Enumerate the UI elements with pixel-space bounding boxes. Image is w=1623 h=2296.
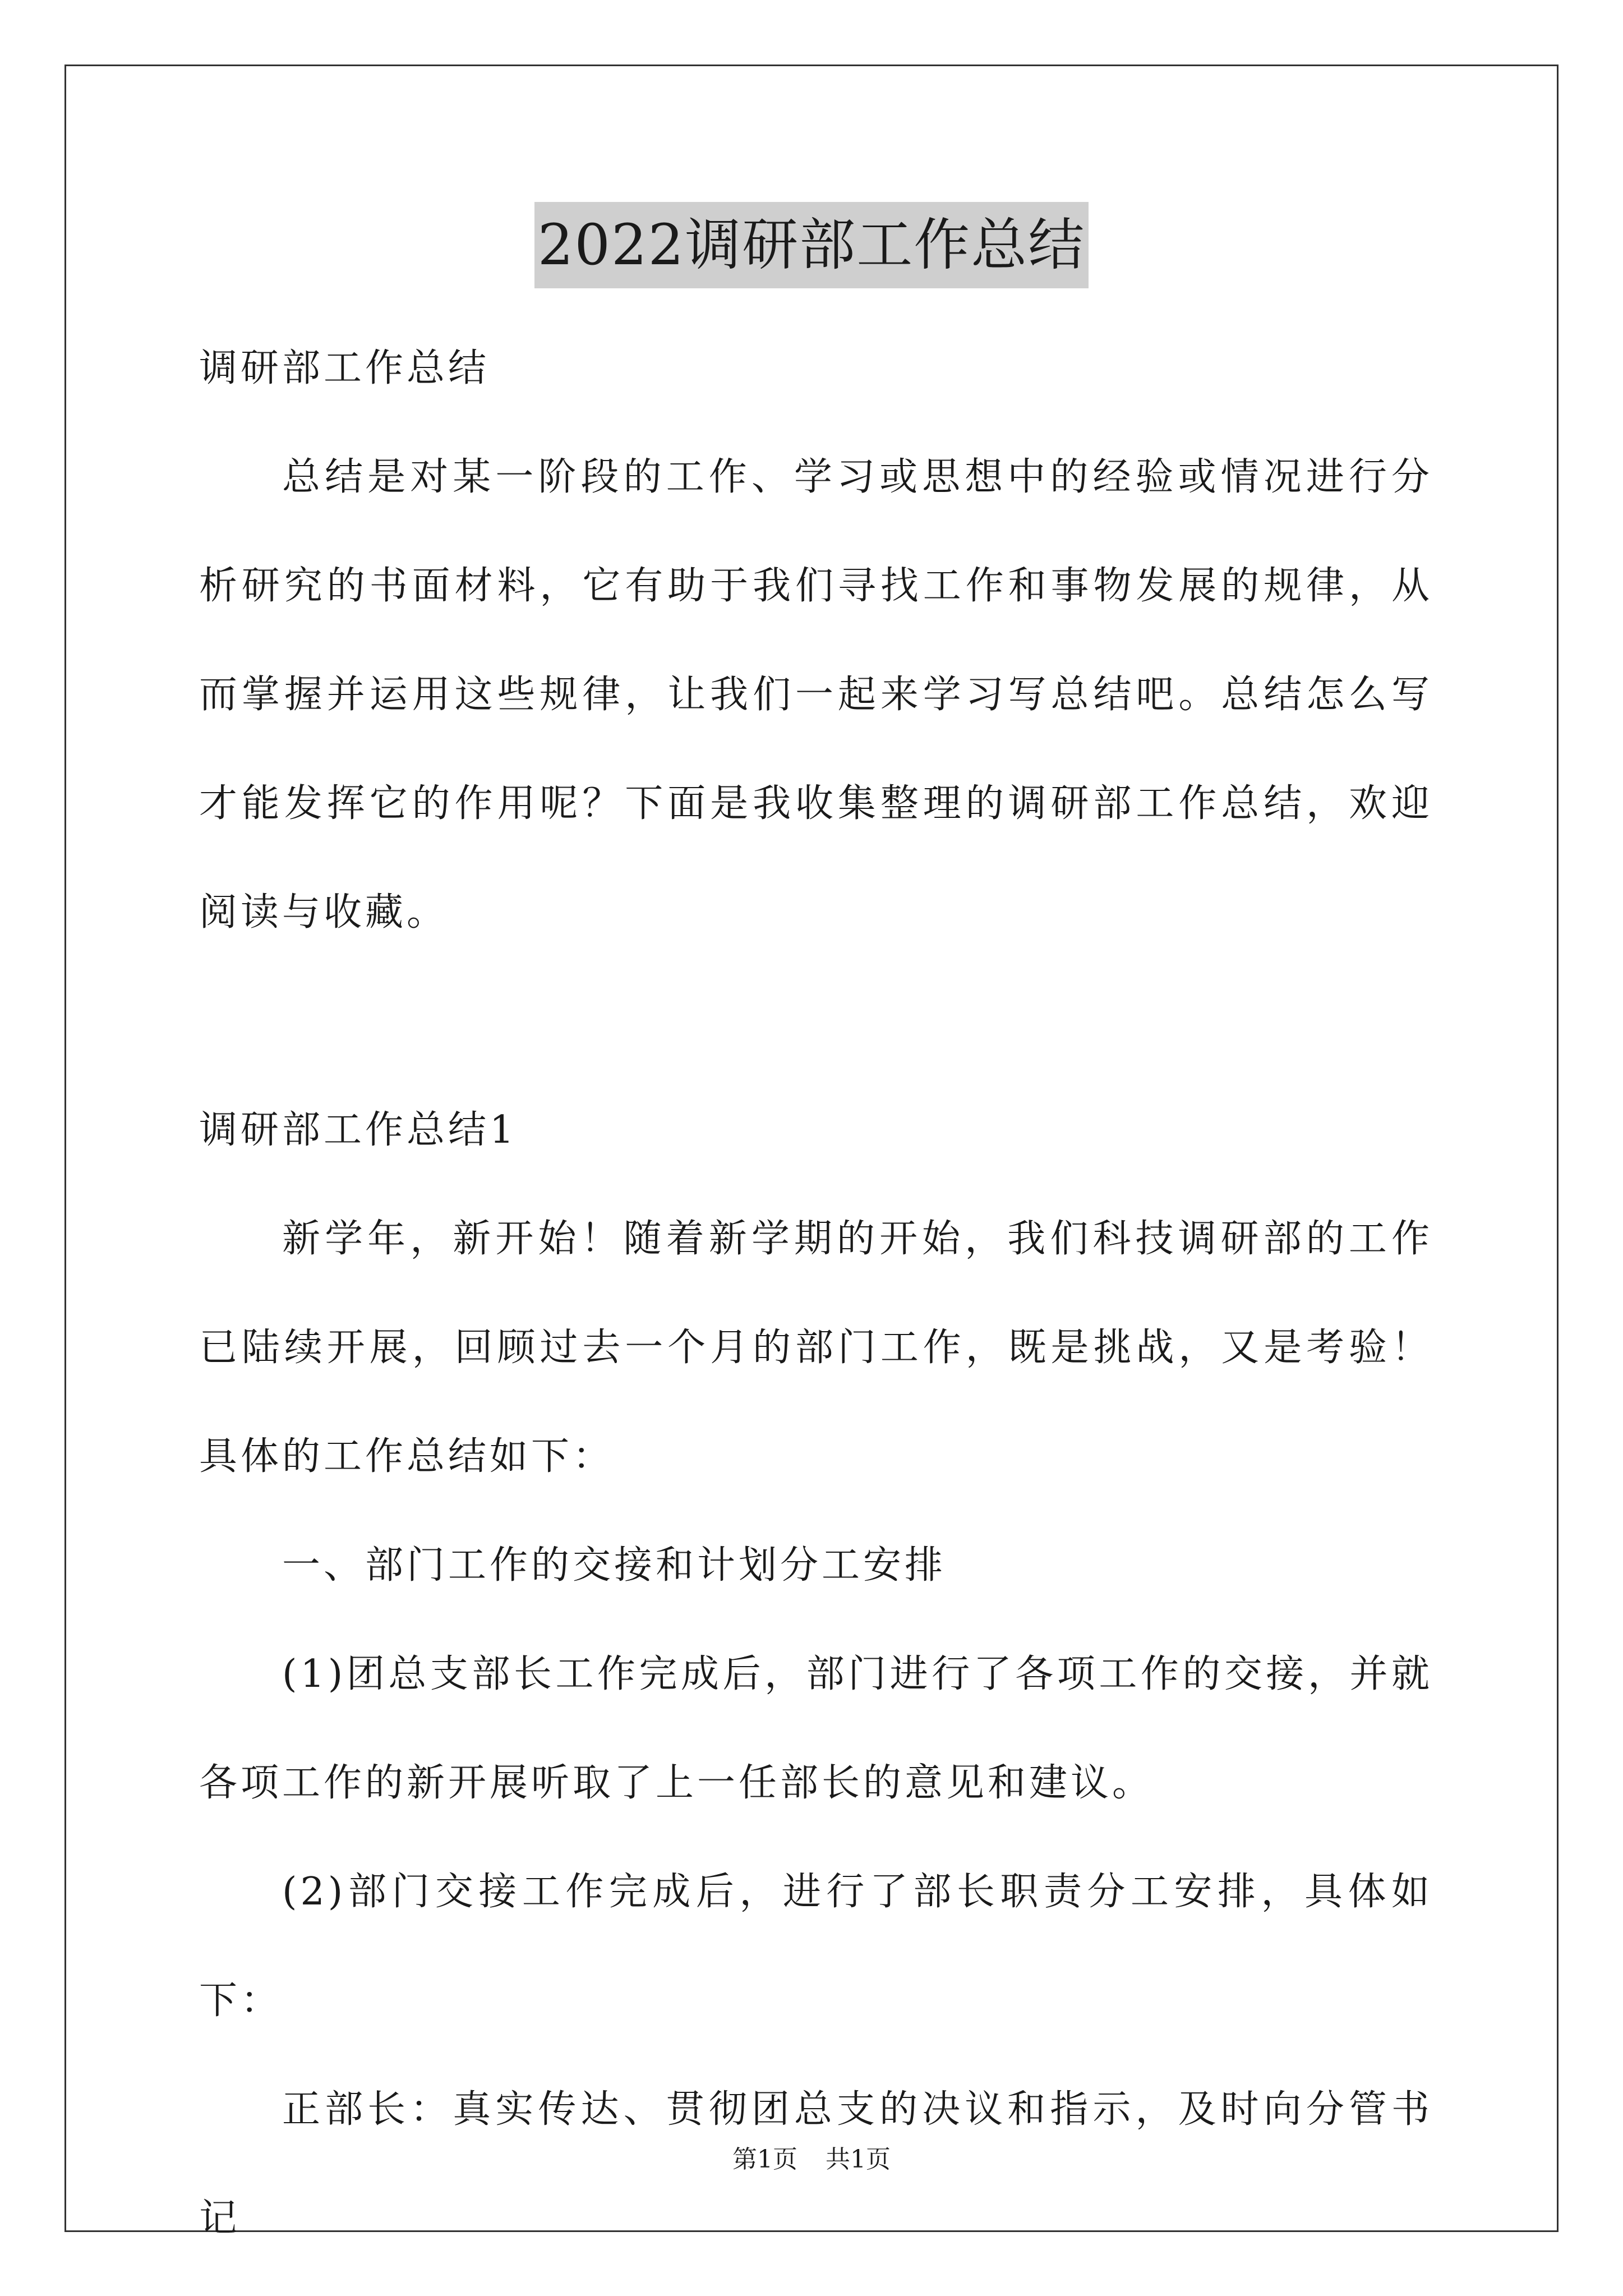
document-body — [199, 314, 1433, 2273]
intro-paragraph: 总结是对某一阶段的工作、学习或思想中的经验或情况进行分析研究的书面材料，它有助于我们寻找工作和事物发展的规律，从而掌握并运用这些规律，让我们一起来学习写总结吧。总结怎么写才能发挥它的作用呢？下面是我收集整理的调研部工作总结，欢迎阅读与收藏。 — [199, 455, 1433, 935]
section-heading: 调研部工作总结1 — [199, 1108, 518, 1152]
body-paragraph: (2)部门交接工作完成后，进行了部长职责分工安排，具体如下： — [199, 1870, 1433, 2023]
page-total: 共1页 — [826, 2145, 891, 2174]
body-paragraph: 正部长：真实传达、贯彻团总支的决议和指示，及时向分管书记 — [199, 2087, 1433, 2240]
subsection-heading: 一、部门工作的交接和计划分工安排 — [282, 1543, 947, 1588]
body-paragraph: 新学年，新开始！随着新学期的开始，我们科技调研部的工作已陆续开展，回顾过去一个月的部门工作，既是挑战，又是考验！具体的工作总结如下： — [199, 1217, 1433, 1479]
body-paragraph: (1)团总支部长工作完成后，部门进行了各项工作的交接，并就各项工作的新开展听取了上一任部长的意见和建议。 — [199, 1652, 1433, 1805]
page-footer — [0, 2143, 1623, 2177]
title-container — [0, 202, 1623, 288]
page-number: 第1页 — [732, 2145, 797, 2174]
paragraph-spacer — [199, 967, 1433, 1076]
section-heading: 调研部工作总结 — [199, 346, 490, 390]
document-title: 2022调研部工作总结 — [534, 202, 1089, 288]
